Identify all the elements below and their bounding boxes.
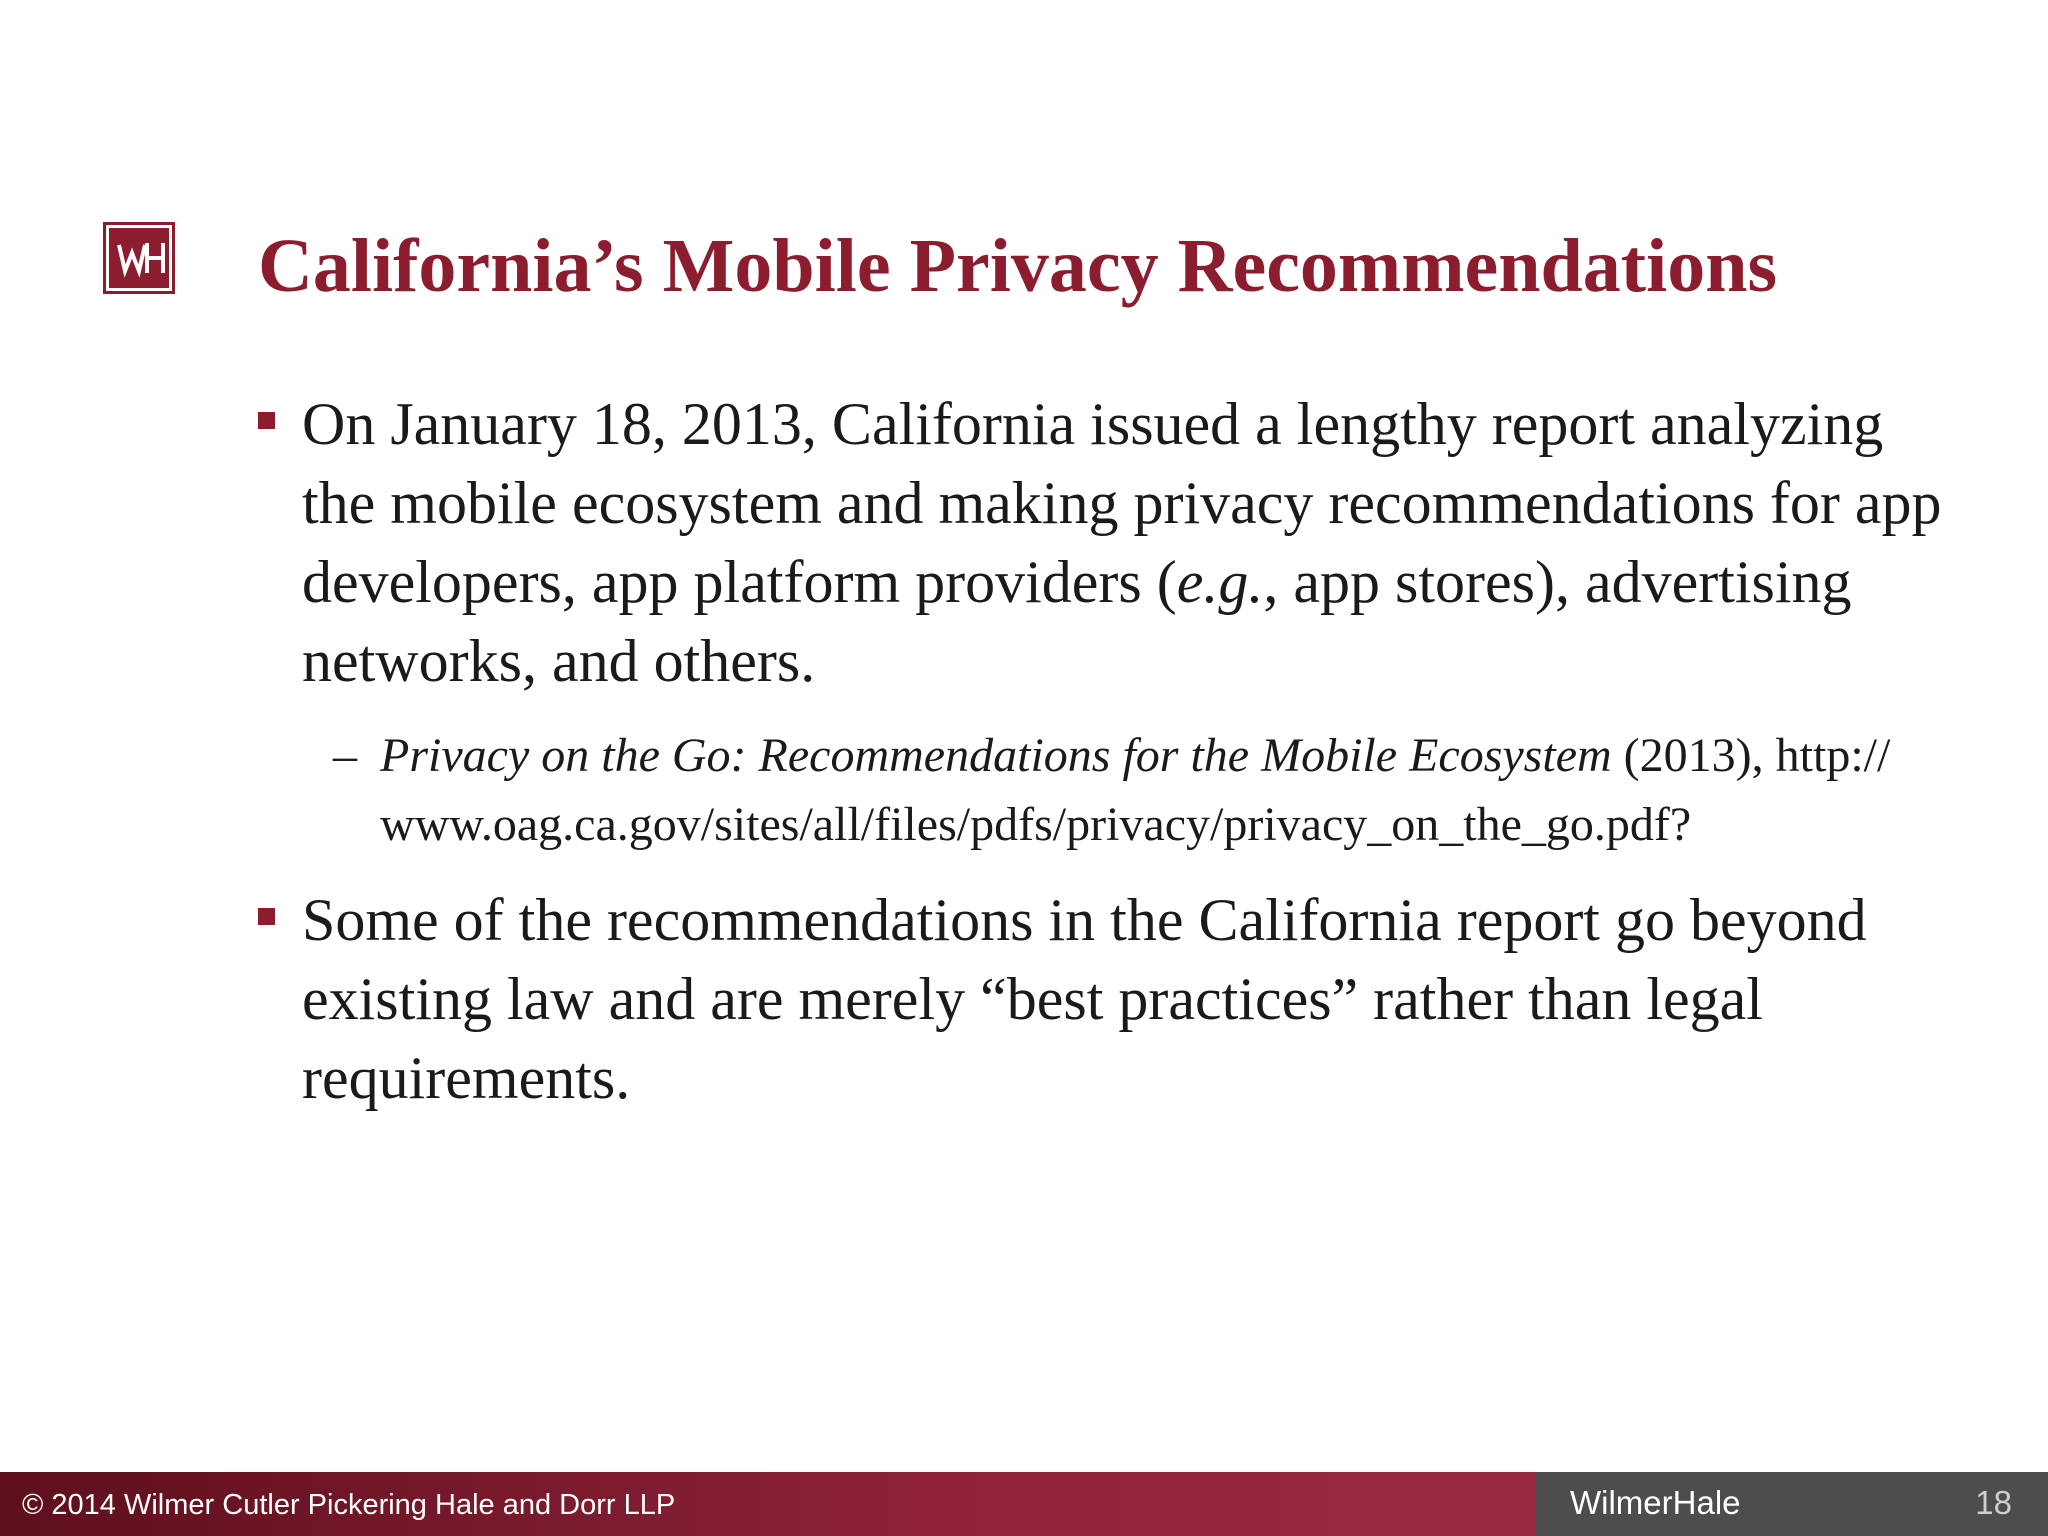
- citation-report-title: Privacy on the Go: Recommendations for the Mobile Ecosystem: [380, 729, 1612, 782]
- bullet-item-2: [302, 881, 1952, 1118]
- bullet-1-text-start: On January 18, 2013, California issued a lengthy report analyzing the mobile ecosystem and making privacy recommendations for app developers, app platform providers (: [302, 391, 1942, 615]
- slide-body: [0, 385, 2048, 1118]
- footer-bar: [0, 1472, 2048, 1536]
- logo-mark: [106, 225, 172, 291]
- bullet-item-1: [302, 385, 1952, 701]
- bullet-1-italic-eg: e.g.: [1176, 549, 1264, 615]
- sub-bullet-citation: [333, 721, 1910, 859]
- bullet-square-icon: [258, 412, 275, 429]
- footer-copyright: © 2014 Wilmer Cutler Pickering Hale and Dorr LLP: [22, 1489, 676, 1521]
- citation-url-text: (2013), http://www.oag.ca.gov/sites/all/files/pdfs/privacy/privacy_on_the_go.pdf?: [380, 729, 1891, 851]
- sub-bullet-dash: –: [333, 729, 357, 782]
- slide-title: California’s Mobile Privacy Recommendations: [258, 224, 1778, 308]
- footer-brand-name: WilmerHale: [1570, 1484, 1741, 1521]
- wilmerhale-wh-logo-icon: [103, 222, 175, 294]
- bullet-1-text-end: , app stores), advertising networks, and others.: [302, 549, 1852, 694]
- footer-left-panel: [0, 1472, 1536, 1536]
- bullet-square-icon: [258, 908, 275, 925]
- page-number: 18: [1975, 1484, 2012, 1521]
- bullet-2-text: Some of the recommendations in the California report go beyond existing law and are merely “best practices” rather than legal requirements.: [302, 887, 1867, 1111]
